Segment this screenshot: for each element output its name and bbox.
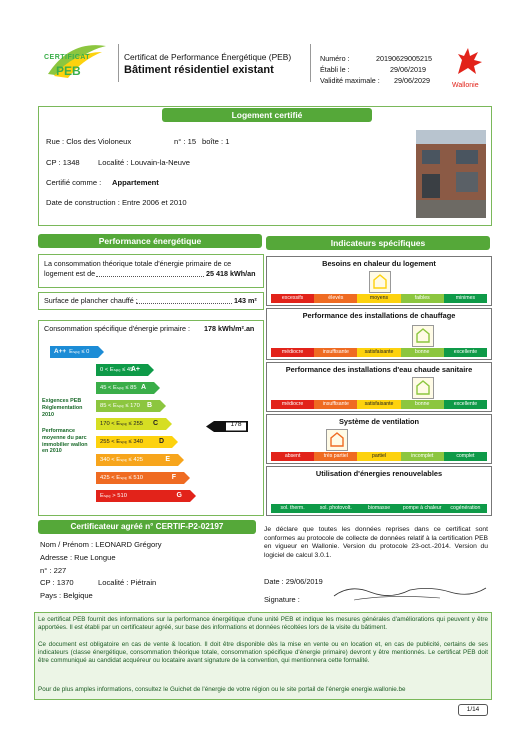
indicator-marker-icon (326, 429, 348, 451)
class-bar-a (96, 382, 154, 394)
class-c-arrow (166, 418, 172, 430)
current-class-indicator (206, 419, 248, 430)
class-bar-e (96, 454, 178, 466)
class-ap-arrow (148, 364, 154, 376)
exigences-label: Exigences PEB Réglementation 2010 (42, 398, 83, 418)
class-app-letter: A++ (54, 348, 67, 355)
building-photo (416, 130, 486, 218)
page-subtitle: Bâtiment résidentiel existant (124, 64, 274, 76)
indicator-level: excellente (444, 400, 487, 409)
specifique-label: Consommation spécifique d'énergie primaire : (44, 324, 190, 333)
class-e-range: 340 < Eₛₚₑ ≤ 425 (100, 457, 144, 463)
indicator-chaleur (266, 256, 492, 306)
indicator-scale (271, 504, 487, 513)
class-bar-c (96, 418, 166, 430)
indicator-level: satisfaisante (357, 348, 400, 357)
indicator-level: insuffisante (314, 400, 357, 409)
cp-label: CP : 1348 (46, 158, 80, 167)
indicator-level: pompe à chaleur (401, 504, 444, 513)
consommation-text-1: La consommation théorique totale d'énergie primaire de ce (44, 259, 232, 268)
footer-paragraph-1: Le certificat PEB fournit des informations sur la performance énergétique d'une unité PEB et indique les mesures générales d'améliorations qui peuvent y être apportées. Il est établi par un certificateur agréé, sur base des informations et données récoltées lors de la visite du bâtiment. (38, 616, 488, 631)
surface-label: Surface de plancher chauffé : (44, 296, 138, 305)
class-bar-d (96, 436, 172, 448)
certificateur-section-title: Certificateur agréé n° CERTIF-P2-02197 (38, 520, 256, 534)
class-app-arrow (98, 346, 104, 358)
indicator-level: absent (271, 452, 314, 461)
indicator-level: insuffisante (314, 348, 357, 357)
indicator-level: minimes (444, 294, 487, 303)
indicator-title: Utilisation d'énergies renouvelables (315, 469, 443, 478)
certificateur-pays: Pays : Belgique (40, 591, 93, 600)
etabli-value: 29/06/2019 (390, 65, 426, 74)
indicator-level: biomasse (357, 504, 400, 513)
construction-label: Date de construction : Entre 2006 et 2010 (46, 198, 187, 207)
indicator-level: complet (444, 452, 487, 461)
numero-value: 20190629005215 (376, 54, 432, 63)
indicator-scale (271, 400, 487, 409)
class-d-arrow (172, 436, 178, 448)
class-f-arrow (184, 472, 190, 484)
numero-label: Numéro : (320, 54, 350, 63)
moyenne-label: Performance moyenne du parc immobilier wallon en 2010 (42, 428, 88, 455)
indicator-level: incomplet (401, 452, 444, 461)
indicator-title: Besoins en chaleur du logement (322, 259, 436, 268)
indicator-title: Performance des installations d'eau chaude sanitaire (285, 365, 473, 374)
indicator-chauffage (266, 308, 492, 360)
indicator-level: bonne (401, 348, 444, 357)
class-e-arrow (178, 454, 184, 466)
declaration-text: Je déclare que toutes les données reprises dans ce certificat sont conformes au protocole de collecte de données relatif à la certification PEB en vigueur en Wallonie. Version du protocole 23-oct.-2014. Version du logiciel de calcul 3.0.1. (264, 526, 488, 560)
certificateur-cp: CP : 1370 (40, 578, 74, 587)
indicator-level: moyens (357, 294, 400, 303)
handwritten-signature (330, 578, 490, 604)
rue-boite: boîte : 1 (202, 137, 230, 146)
certificateur-adresse: Adresse : Rue Longue (40, 553, 116, 562)
class-g-arrow (190, 490, 196, 502)
indicator-scale (271, 452, 487, 461)
specifique-value: 178 kWh/m².an (204, 324, 255, 333)
certificateur-signature-label: Signature : (264, 595, 300, 604)
indicator-level: médiocre (271, 348, 314, 357)
indicator-level: faibles (401, 294, 444, 303)
peb-logo (40, 38, 110, 84)
consommation-value: 25 418 kWh/an (206, 269, 256, 278)
certificateur-localite: Localité : Piétrain (98, 578, 157, 587)
rue-numero: n° : 15 (174, 137, 197, 146)
current-class-value: 178 (230, 421, 242, 428)
indicator-title: Performance des installations de chauffage (302, 311, 456, 320)
certifie-value: Appartement (112, 178, 159, 187)
certificateur-numero: n° : 227 (40, 566, 67, 575)
class-d-range: 255 < Eₛₚₑ ≤ 340 (100, 439, 144, 445)
indicator-level: sol. photovolt. (314, 504, 357, 513)
indicator-level: médiocre (271, 400, 314, 409)
class-bar-f (96, 472, 184, 484)
certificateur-date: Date : 29/06/2019 (264, 577, 323, 586)
class-f-letter: F (171, 474, 176, 481)
class-bar-b (96, 400, 160, 412)
indicator-renouvelables (266, 466, 492, 516)
indicator-ventilation (266, 414, 492, 464)
logo-top-text: CERTIFICAT (44, 54, 91, 61)
class-f-range: 425 < Eₛₚₑ ≤ 510 (100, 475, 144, 481)
indicator-title: Système de ventilation (338, 417, 420, 426)
class-bar-g (96, 490, 190, 502)
indicator-level: sol. therm. (271, 504, 314, 513)
indicator-level: élevés (314, 294, 357, 303)
indicator-level: très partiel (314, 452, 357, 461)
indicator-marker-icon (412, 377, 434, 399)
validite-value: 29/06/2029 (394, 76, 430, 85)
rue-label: Rue : Clos des Violoneux (46, 137, 132, 146)
class-bar-app (50, 346, 98, 358)
page-title: Certificat de Performance Énergétique (PEB) (124, 52, 292, 62)
indicator-level: bonne (401, 400, 444, 409)
etabli-label: Établi le : (320, 65, 350, 74)
indicator-eau-chaude (266, 362, 492, 412)
class-a-letter: A (140, 384, 146, 391)
class-b-range: 85 < Eₛₚₑ ≤ 170 (100, 403, 140, 409)
indicator-level: cogénération (444, 504, 487, 513)
class-b-letter: B (146, 402, 152, 409)
class-b-arrow (160, 400, 166, 412)
class-bar-ap (96, 364, 148, 376)
class-ap-range: 0 < Eₛₚₑ ≤ 45 (100, 367, 134, 373)
footer-paragraph-2: Ce document est obligatoire en cas de vente & location. Il doit être disponible dès la mise en vente ou en location et, en cas de publicité, certains de ses indicateurs (classe énergétique, consommation théorique totale, consommation spécifique d'énergie primaire) devront y être mentionnés. Le certificat PEB doit être communiqué au candidat acquéreur ou locataire avant signature de la convention, qui mentionnera cette formalité. (38, 641, 488, 664)
indicator-marker-icon (412, 325, 434, 347)
logo-bottom-text: PEB (56, 64, 81, 78)
class-g-range: Eₛₚₑ > 510 (100, 493, 127, 499)
class-g-letter: G (176, 492, 182, 499)
surface-value: 143 m² (234, 296, 257, 305)
indicator-level: excessifs (271, 294, 314, 303)
validite-label: Validité maximale : (320, 76, 380, 85)
class-app-range: Eₛₚₑ ≤ 0 (69, 349, 90, 355)
header-divider-right (310, 44, 311, 82)
indicator-scale (271, 348, 487, 357)
class-ap-letter: A+ (130, 366, 140, 373)
indicator-level: partiel (357, 452, 400, 461)
performance-section-title: Performance énergétique (38, 234, 262, 248)
indicator-marker-icon (369, 271, 391, 293)
page-number: 1/14 (458, 704, 488, 716)
localite-label: Localité : Louvain-la-Neuve (98, 158, 191, 167)
consommation-leader (96, 276, 204, 277)
certifie-label: Certifié comme : (46, 178, 102, 187)
header-divider-left (118, 44, 119, 82)
indicator-level: satisfaisante (357, 400, 400, 409)
logement-section-title: Logement certifié (162, 108, 372, 122)
indicateurs-section-title: Indicateurs spécifiques (266, 236, 490, 250)
wallonie-label: Wallonie (452, 82, 479, 89)
certificateur-nom: Nom / Prénom : LEONARD Grégory (40, 540, 162, 549)
class-c-range: 170 < Eₛₚₑ ≤ 255 (100, 421, 144, 427)
surface-leader (136, 303, 232, 304)
consommation-text-2: logement est de (44, 269, 96, 278)
class-c-letter: C (152, 420, 158, 427)
indicator-level: excellente (444, 348, 487, 357)
footer-paragraph-3: Pour de plus amples informations, consultez le Guichet de l'énergie de votre région ou le site portail de l'énergie energie.wallonie.be (38, 686, 406, 693)
class-d-letter: D (158, 438, 164, 445)
indicator-scale (271, 294, 487, 303)
class-a-range: 45 < Eₛₚₑ ≤ 85 (100, 385, 137, 391)
wallonie-rooster-icon (452, 46, 486, 78)
class-a-arrow (154, 382, 160, 394)
class-e-letter: E (165, 456, 170, 463)
